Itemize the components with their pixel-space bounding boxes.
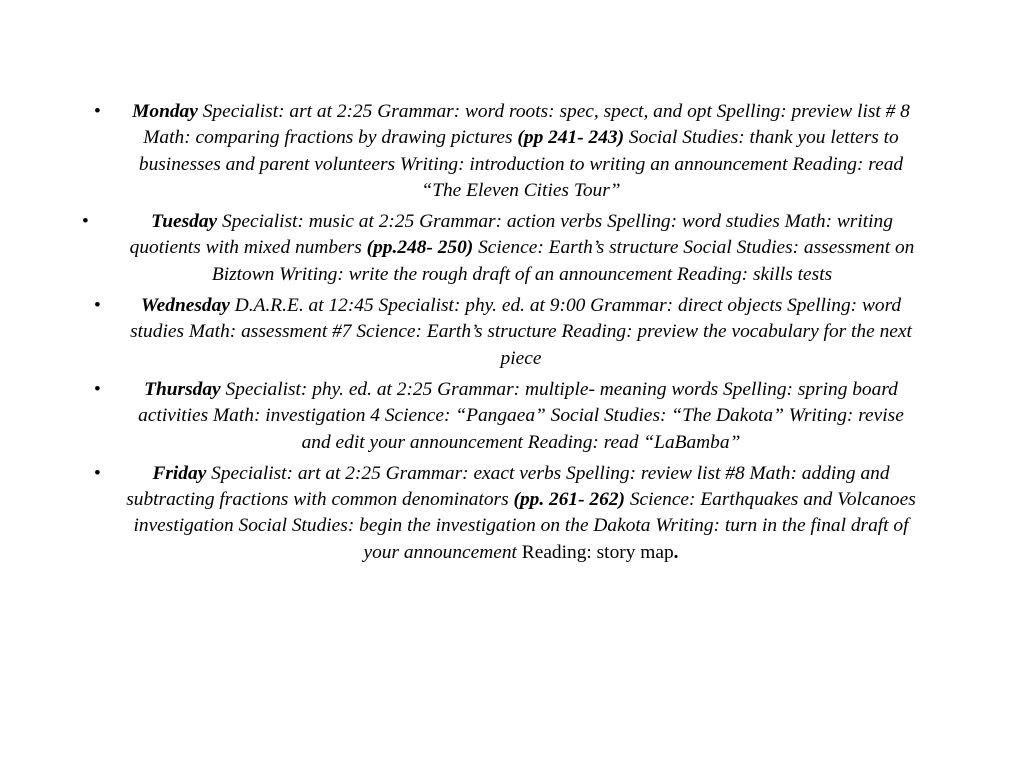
page-reference: (pp 241- 243) (517, 127, 625, 149)
day-label: Thursday (144, 378, 221, 400)
page-reference: (pp. 261- 262) (513, 489, 625, 511)
agenda-text-roman: Reading: story map (516, 541, 674, 563)
agenda-text: Social Studies: thank you letters to businesses and parent volunteers Writing: introduction to writing an announcement Reading: read “The Eleven Cities Tour” (138, 127, 904, 201)
agenda-end-period: . (673, 541, 679, 563)
day-label: Friday (152, 462, 207, 484)
agenda-text: Science: Earth’s structure Social Studies: assessment on Biztown Writing: write the rough draft of an announcement Reading: skills tests (211, 237, 915, 285)
weekly-schedule-list (80, 99, 944, 571)
day-label: Tuesday (151, 211, 218, 233)
page-reference: (pp.248- 250) (366, 237, 474, 259)
agenda-item-tuesday (80, 209, 944, 288)
agenda-item-wednesday (80, 293, 944, 372)
agenda-text: Specialist: phy. ed. at 2:25 Grammar: multiple- meaning words Spelling: spring board activities Math: investigation 4 Science: “Pangaea” Social Studies: “The Dakota” Writing: revise and edit your announcement Reading: read “LaBamba” (138, 378, 904, 453)
day-label: Monday (132, 101, 198, 122)
agenda-item-friday (80, 461, 944, 566)
day-label: Wednesday (140, 295, 230, 317)
agenda-item-monday (80, 99, 944, 204)
agenda-text: Specialist: art at 2:25 Grammar: exact verbs Spelling: review list #8 Math: adding and subtracting fractions with common denominators (126, 462, 890, 511)
agenda-text: Specialist: art at 2:25 Grammar: word roots: spec, spect, and opt Spelling: preview list # 8 Math: comparing fractions by drawing pictures (143, 101, 910, 149)
agenda-item-thursday (80, 377, 944, 456)
agenda-text: Science: Earthquakes and Volcanoes investigation Social Studies: begin the investigation on the Dakota Writing: turn in the final draft of your announcement (133, 489, 916, 563)
agenda-text: Specialist: music at 2:25 Grammar: action verbs Spelling: word studies Math: writing quotients with mixed numbers (129, 211, 893, 259)
agenda-text: D.A.R.E. at 12:45 Specialist: phy. ed. at 9:00 Grammar: direct objects Spelling: word studies Math: assessment #7 Science: Earth’s structure Reading: preview the vocabulary for the next piece (130, 295, 912, 369)
